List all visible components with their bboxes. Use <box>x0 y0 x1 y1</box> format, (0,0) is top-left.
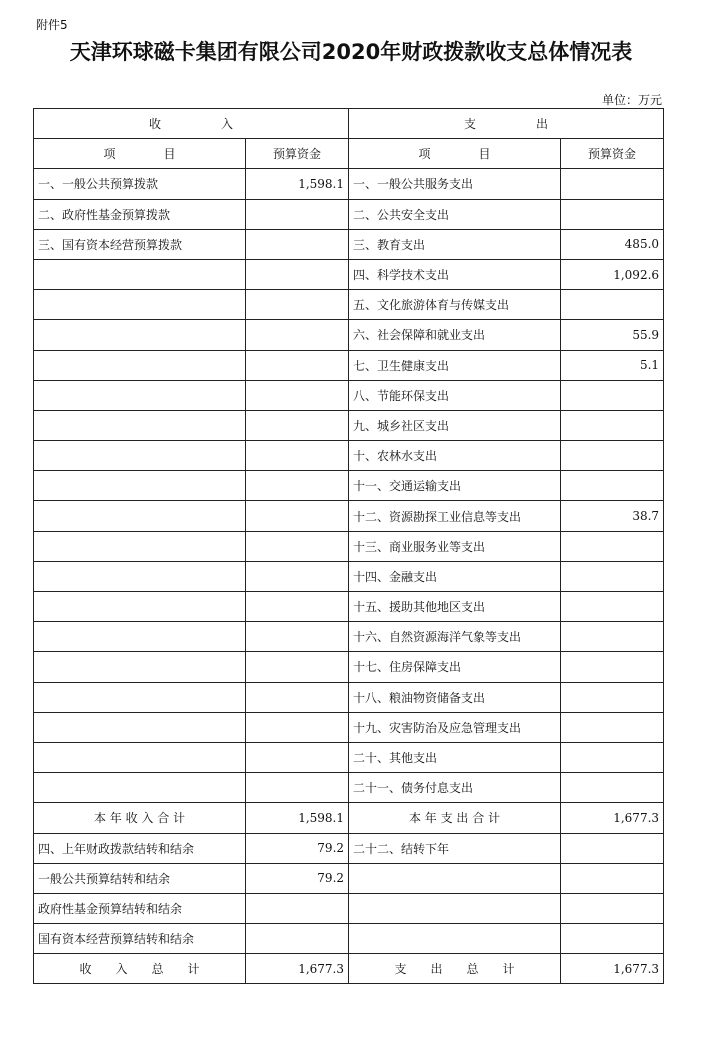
table-row <box>34 441 664 471</box>
income-item-cell <box>34 712 246 742</box>
table-row <box>34 652 664 682</box>
expense-item-cell: 一、一般公共服务支出 <box>349 169 561 199</box>
income-amount-cell <box>246 199 349 229</box>
income-amount-cell <box>246 441 349 471</box>
income-item-cell <box>34 652 246 682</box>
income-amount-cell <box>246 773 349 803</box>
expense-item-cell: 十四、金融支出 <box>349 561 561 591</box>
income-amount-cell <box>246 410 349 440</box>
table-row <box>34 592 664 622</box>
expense-amount-cell <box>561 561 664 591</box>
expense-amount-cell <box>561 712 664 742</box>
income-item-cell <box>34 742 246 772</box>
expense-item-cell: 二十、其他支出 <box>349 742 561 772</box>
expense-empty-amount <box>561 924 664 954</box>
income-amount-cell <box>246 380 349 410</box>
table-row <box>34 561 664 591</box>
expense-item-cell: 五、文化旅游体育与传媒支出 <box>349 290 561 320</box>
expense-amount-cell <box>561 169 664 199</box>
income-amount-cell <box>246 561 349 591</box>
table-row <box>34 229 664 259</box>
carryover-sub-amount <box>246 924 349 954</box>
table-row <box>34 712 664 742</box>
expense-item-cell: 九、城乡社区支出 <box>349 410 561 440</box>
expense-item-cell: 四、科学技术支出 <box>349 259 561 289</box>
table-row <box>34 380 664 410</box>
income-item-cell <box>34 320 246 350</box>
carryover-sub-row <box>34 863 664 893</box>
income-budget-header: 预算资金 <box>246 139 349 169</box>
attachment-label: 附件5 <box>36 18 68 32</box>
table-row <box>34 169 664 199</box>
income-item-cell <box>34 531 246 561</box>
income-amount-cell <box>246 682 349 712</box>
budget-table <box>33 108 664 984</box>
expense-item-cell: 八、节能环保支出 <box>349 380 561 410</box>
income-amount-cell <box>246 290 349 320</box>
table-header-row-1 <box>34 109 664 139</box>
income-amount-cell <box>246 229 349 259</box>
expense-item-cell: 十一、交通运输支出 <box>349 471 561 501</box>
expense-amount-cell <box>561 410 664 440</box>
year-income-total-amount: 1,598.1 <box>246 803 349 833</box>
income-amount-cell <box>246 712 349 742</box>
carryover-sub-row <box>34 924 664 954</box>
expense-empty-cell <box>349 924 561 954</box>
year-expense-total-amount: 1,677.3 <box>561 803 664 833</box>
expense-item-cell: 十、农林水支出 <box>349 441 561 471</box>
carryover-sub-amount: 79.2 <box>246 863 349 893</box>
expense-amount-cell <box>561 531 664 561</box>
grand-income-total-label: 收 入 总 计 <box>34 954 246 984</box>
income-amount-cell <box>246 501 349 531</box>
income-amount-cell <box>246 259 349 289</box>
income-item-cell <box>34 441 246 471</box>
income-item-cell <box>34 592 246 622</box>
expense-item-cell: 十九、灾害防治及应急管理支出 <box>349 712 561 742</box>
expense-amount-cell: 5.1 <box>561 350 664 380</box>
table-row <box>34 682 664 712</box>
expense-empty-cell <box>349 863 561 893</box>
expense-amount-cell <box>561 742 664 772</box>
carryover-income-item: 四、上年财政拨款结转和结余 <box>34 833 246 863</box>
income-amount-cell <box>246 471 349 501</box>
income-item-cell <box>34 259 246 289</box>
expense-amount-cell: 38.7 <box>561 501 664 531</box>
expense-item-cell: 二十一、债务付息支出 <box>349 773 561 803</box>
income-item-cell <box>34 380 246 410</box>
expense-budget-header: 预算资金 <box>561 139 664 169</box>
year-expense-total-label: 本 年 支 出 合 计 <box>349 803 561 833</box>
table-row <box>34 622 664 652</box>
table-row <box>34 773 664 803</box>
income-amount-cell <box>246 652 349 682</box>
income-amount-cell: 1,598.1 <box>246 169 349 199</box>
income-item-cell <box>34 682 246 712</box>
expense-amount-cell <box>561 773 664 803</box>
income-item-cell: 二、政府性基金预算拨款 <box>34 199 246 229</box>
table-row <box>34 320 664 350</box>
table-row <box>34 290 664 320</box>
table-row <box>34 531 664 561</box>
expense-item-cell: 十八、粮油物资储备支出 <box>349 682 561 712</box>
expense-item-cell: 三、教育支出 <box>349 229 561 259</box>
table-row <box>34 199 664 229</box>
carryover-income-amount: 79.2 <box>246 833 349 863</box>
carryover-sub-amount <box>246 893 349 923</box>
grand-expense-total-amount: 1,677.3 <box>561 954 664 984</box>
grand-total-row <box>34 954 664 984</box>
expense-item-header: 项 目 <box>349 139 561 169</box>
expense-amount-cell: 55.9 <box>561 320 664 350</box>
carryover-sub-item: 一般公共预算结转和结余 <box>34 863 246 893</box>
expense-item-cell: 十二、资源勘探工业信息等支出 <box>349 501 561 531</box>
expense-amount-cell <box>561 471 664 501</box>
table-row <box>34 350 664 380</box>
income-item-cell <box>34 501 246 531</box>
expense-header: 支 出 <box>349 109 664 139</box>
grand-expense-total-label: 支 出 总 计 <box>349 954 561 984</box>
table-header-row-2 <box>34 139 664 169</box>
carryover-row <box>34 833 664 863</box>
expense-amount-cell <box>561 682 664 712</box>
year-total-row <box>34 803 664 833</box>
expense-item-cell: 七、卫生健康支出 <box>349 350 561 380</box>
table-row <box>34 410 664 440</box>
expense-amount-cell <box>561 380 664 410</box>
carryover-expense-item: 二十二、结转下年 <box>349 833 561 863</box>
income-item-cell <box>34 471 246 501</box>
expense-item-cell: 十六、自然资源海洋气象等支出 <box>349 622 561 652</box>
table-row <box>34 259 664 289</box>
expense-amount-cell <box>561 199 664 229</box>
income-amount-cell <box>246 742 349 772</box>
table-row <box>34 742 664 772</box>
expense-amount-cell: 1,092.6 <box>561 259 664 289</box>
income-item-cell: 三、国有资本经营预算拨款 <box>34 229 246 259</box>
income-amount-cell <box>246 320 349 350</box>
grand-income-total-amount: 1,677.3 <box>246 954 349 984</box>
income-amount-cell <box>246 592 349 622</box>
income-item-cell <box>34 622 246 652</box>
year-income-total-label: 本 年 收 入 合 计 <box>34 803 246 833</box>
expense-amount-cell <box>561 592 664 622</box>
expense-item-cell: 六、社会保障和就业支出 <box>349 320 561 350</box>
income-amount-cell <box>246 622 349 652</box>
expense-amount-cell <box>561 622 664 652</box>
expense-item-cell: 十三、商业服务业等支出 <box>349 531 561 561</box>
income-item-header: 项 目 <box>34 139 246 169</box>
table-row <box>34 471 664 501</box>
income-item-cell <box>34 561 246 591</box>
expense-empty-amount <box>561 863 664 893</box>
expense-empty-cell <box>349 893 561 923</box>
unit-label: 单位：万元 <box>601 93 662 107</box>
income-item-cell <box>34 410 246 440</box>
carryover-sub-row <box>34 893 664 923</box>
carryover-sub-item: 政府性基金预算结转和结余 <box>34 893 246 923</box>
income-amount-cell <box>246 350 349 380</box>
expense-empty-amount <box>561 893 664 923</box>
income-item-cell <box>34 773 246 803</box>
expense-amount-cell <box>561 290 664 320</box>
table-row <box>34 501 664 531</box>
expense-item-cell: 十五、援助其他地区支出 <box>349 592 561 622</box>
expense-amount-cell <box>561 652 664 682</box>
expense-item-cell: 十七、住房保障支出 <box>349 652 561 682</box>
expense-item-cell: 二、公共安全支出 <box>349 199 561 229</box>
income-item-cell <box>34 350 246 380</box>
page-title: 天津环球磁卡集团有限公司2020年财政拨款收支总体情况表 <box>69 40 633 64</box>
carryover-expense-amount <box>561 833 664 863</box>
income-amount-cell <box>246 531 349 561</box>
income-header: 收 入 <box>34 109 349 139</box>
expense-amount-cell: 485.0 <box>561 229 664 259</box>
income-item-cell: 一、一般公共预算拨款 <box>34 169 246 199</box>
expense-amount-cell <box>561 441 664 471</box>
income-item-cell <box>34 290 246 320</box>
carryover-sub-item: 国有资本经营预算结转和结余 <box>34 924 246 954</box>
